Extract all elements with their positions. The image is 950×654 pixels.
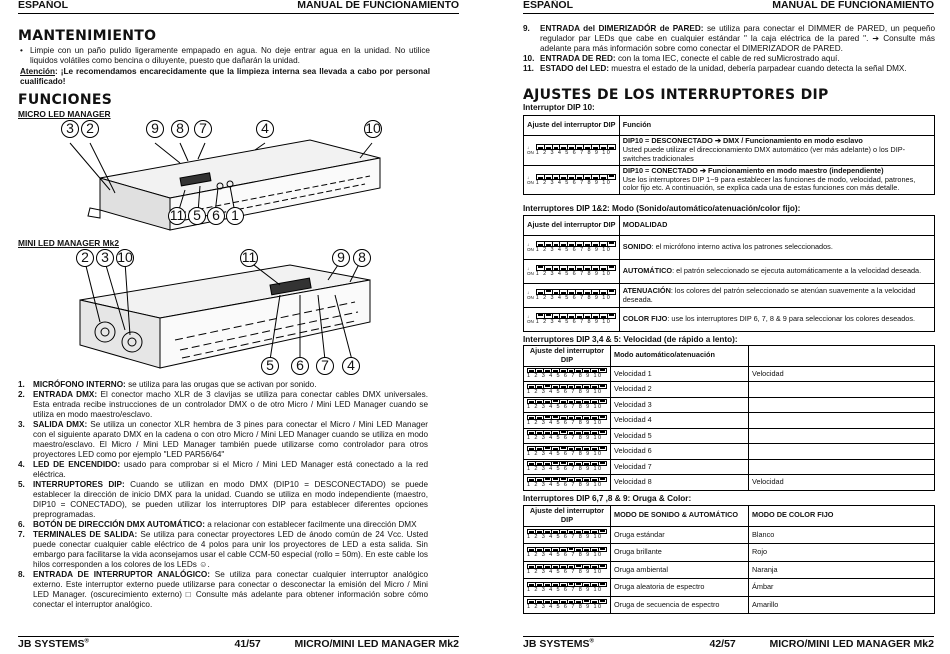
table-header bbox=[749, 346, 935, 367]
table-cell bbox=[749, 413, 935, 429]
table-cell: AUTOMÁTICO: el patrón seleccionado se ejecuta automáticamente a la velocidad deseada. bbox=[619, 260, 934, 284]
micro-callout-5: 5 bbox=[188, 207, 206, 225]
functions-list-left bbox=[18, 380, 428, 610]
table-cell: Amarillo bbox=[749, 596, 935, 614]
dip-switch-graphic: 1 2 3 4 5 6 7 8 9 10 bbox=[536, 174, 616, 187]
micro-callout-6: 6 bbox=[207, 207, 225, 225]
list-item: 11. ESTADO del LED: muestra el estado de la unidad, debería parpadear cuando detecta la señal DMX. bbox=[523, 64, 907, 73]
table-header: Modo automático/atenuación bbox=[611, 346, 749, 367]
dip-switch-cell: ↓ ON 1 2 3 4 5 6 7 8 9 10 bbox=[524, 284, 620, 308]
footer-title: MICRO/MINI LED MANAGER Mk2 bbox=[769, 638, 934, 651]
footer-page-number: 41/57 bbox=[234, 638, 261, 651]
list-item: 5. INTERRUPTORES DIP: Cuando se utilizan en modo DMX (DIP10 = DESCONECTADO) se puede establecer la dirección de inicio DMX para la unidad. Cuando se utiliza en modo independiente (maestro, DIP10 = CONECTADO), se pueden utilizar los interruptores DIP para establecer diferentes opciones preprogramadas. bbox=[18, 480, 428, 519]
mini-led-manager-illustration bbox=[70, 250, 390, 375]
dip345-caption: Interruptores DIP 3,4 & 5: Velocidad (de rápido a lento): bbox=[523, 335, 738, 344]
right-page bbox=[475, 0, 950, 654]
ajustes-title: AJUSTES DE LOS INTERRUPTORES DIP bbox=[523, 87, 829, 103]
micro-callout-10: 10 bbox=[365, 120, 381, 137]
table-cell: Oruga ambiental bbox=[611, 561, 749, 579]
table-cell bbox=[749, 382, 935, 398]
table-cell bbox=[749, 459, 935, 475]
page-footer bbox=[523, 636, 934, 652]
table-cell bbox=[749, 444, 935, 460]
header-manual: MANUAL DE FUNCIONAMIENTO bbox=[297, 0, 459, 12]
dip10-caption: Interruptor DIP 10: bbox=[523, 103, 595, 112]
footer-brand: JB SYSTEMS® bbox=[18, 638, 89, 651]
list-item: 6. BOTÓN DE DIRECCIÓN DMX AUTOMÁTICO: a relacionar con establecer facilmente una dirección DMX bbox=[18, 520, 417, 529]
mini-led-manager-label: MINI LED MANAGER Mk2 bbox=[18, 238, 119, 248]
table-cell: Oruga brillante bbox=[611, 544, 749, 562]
micro-callout-2: 2 bbox=[81, 120, 99, 138]
table-cell: Velocidad 6 bbox=[611, 444, 749, 460]
dip12-table bbox=[523, 215, 935, 332]
table-cell: DIP10 = CONECTADO ➔ Funcionamiento en modo maestro (independiente) Use los interruptores DIP 1~9 para establecer las funciones de modo, velocidad, patrones, color fijo etc. A continuación, se explica cada una de estas funciones con más detalle. bbox=[619, 165, 934, 195]
table-cell: Velocidad 1 bbox=[611, 366, 749, 382]
table-cell bbox=[749, 428, 935, 444]
table-cell: Velocidad 3 bbox=[611, 397, 749, 413]
dip345-table: Ajuste del interruptor DIP Modo automático/atenuación 1 2 3 4 5 6 7 8 9 10 Velocidad 1 Velocidad 1 2 3 4 5 6 7 8 9 10 Velocidad 2 1 2 3 4 5 6 7 8 9 10 Velocidad 3 1 2 3 4 5 6 7 8 9 10 Velocidad 4 1 2 3 4 5 6 7 8 9 10 Velocidad 5 1 2 3 4 5 6 7 8 9 10 Velocidad 6 1 2 3 4 5 6 7 8 9 10 Velocidad 7 1 2 3 4 5 6 7 8 9 10 Velocidad 8 Velocidad bbox=[523, 345, 935, 491]
mini-callout-10: 10 bbox=[117, 249, 133, 266]
dip-switch-cell: ↓ ON 1 2 3 4 5 6 7 8 9 10 bbox=[524, 136, 620, 166]
atencion-label: Atención bbox=[20, 67, 56, 76]
atencion-text: : ¡Le recomendamos encarecidamente que la limpieza interna sea llevada a cabo por personal cualificado! bbox=[20, 67, 430, 86]
footer-page-number: 42/57 bbox=[709, 638, 736, 651]
list-item: 8. ENTRADA DE INTERRUPTOR ANALÓGICO: Se utiliza para conectar cualquier interruptor analógico externo. Este interruptor externo puede utilizarse para conectar o desconectar la emisión del Micro / Mini LED Manager. (oscurecimiento externo) □ Consulte más adelante para obtener información sobre cómo conectar el interruptor analógico. bbox=[18, 570, 429, 609]
dip6789-table: Ajuste del interruptor DIP MODO DE SONIDO & AUTOMÁTICO MODO DE COLOR FIJO 1 2 3 4 5 6 7 8 9 10 Oruga estándar Blanco 1 2 3 4 5 6 7 8 9 10 Oruga brillante Rojo 1 2 3 4 5 6 7 8 9 10 Oruga ambiental Naranja 1 2 3 4 5 6 7 8 9 10 Oruga aleatoria de espectro Ámbar 1 2 3 4 5 6 7 8 9 10 Oruga de secuencia de espectro Amarillo bbox=[523, 505, 935, 614]
footer-brand: JB SYSTEMS® bbox=[523, 638, 594, 651]
atencion-note bbox=[20, 67, 430, 87]
table-cell: COLOR FIJO: use los interruptores DIP 6, 7, 8 & 9 para seleccionar los colores deseados. bbox=[619, 308, 934, 332]
list-item: 10. ENTRADA DE RED: con la toma IEC, conecte el cable de red suMicrostrado aquí. bbox=[523, 54, 840, 63]
table-cell: Velocidad 8 bbox=[611, 475, 749, 491]
list-item: 9. ENTRADA del DIMERIZADÓR de PARED: se utiliza para conectar el DIMMER de PARED, un pequeño regulador par LEDs que cabe en cualquier estándar " la caja eléctrica de la pared ". ➔ Consulte más adelante para más información sobre como conectar el DIMERIZADOR de PARED. bbox=[523, 24, 936, 53]
table-cell: Velocidad bbox=[749, 366, 935, 382]
table-header: MODO DE COLOR FIJO bbox=[749, 506, 935, 527]
table-cell: Oruga estándar bbox=[611, 526, 749, 544]
mantenimiento-title: MANTENIMIENTO bbox=[18, 28, 157, 44]
table-header: Función bbox=[619, 116, 934, 136]
table-cell: ATENUACIÓN: los colores del patrón seleccionado se atenúan suavemente a la velocidad deseada. bbox=[619, 284, 934, 308]
micro-led-manager-label: MICRO LED MANAGER bbox=[18, 109, 111, 119]
table-cell: Rojo bbox=[749, 544, 935, 562]
dip-switch-cell: ↓ ON 1 2 3 4 5 6 7 8 9 10 bbox=[524, 308, 620, 332]
mini-callout-8: 8 bbox=[353, 249, 371, 267]
table-cell: Blanco bbox=[749, 526, 935, 544]
mini-callout-7: 7 bbox=[316, 357, 334, 375]
list-item: 4. LED DE ENCENDIDO: usado para comprobar si el Micro / Mini LED Manager está conectado a la red eléctrica. bbox=[18, 460, 429, 479]
header-language: ESPAÑOL bbox=[523, 0, 573, 12]
micro-callout-7: 7 bbox=[194, 120, 212, 138]
funciones-title: FUNCIONES bbox=[18, 92, 113, 108]
table-cell: Naranja bbox=[749, 561, 935, 579]
table-header: MODO DE SONIDO & AUTOMÁTICO bbox=[611, 506, 749, 527]
dip-switch-cell: ↓ ON 1 2 3 4 5 6 7 8 9 10 bbox=[524, 236, 620, 260]
table-cell: Velocidad 5 bbox=[611, 428, 749, 444]
micro-callout-9: 9 bbox=[146, 120, 164, 138]
table-cell: DIP10 = DESCONECTADO ➔ DMX / Funcionamiento en modo esclavo Usted puede utilizar el direccionamiento DMX automático (ver más adelante) o los DIP-switches tradicionales bbox=[619, 136, 934, 166]
table-header: Ajuste del interruptor DIP bbox=[524, 346, 611, 367]
table-cell: SONIDO: el micrófono interno activa los patrones seleccionados. bbox=[619, 236, 934, 260]
list-item: 2. ENTRADA DMX: El conector macho XLR de 3 clavijas se utiliza para conectar cables DMX universales. Esta entrada recibe instrucciones de un controlador DMX o de otro Micro / Mini LED Manager cuando se utiliza en modo maestro/esclavo. bbox=[18, 390, 428, 419]
page-footer bbox=[18, 636, 459, 652]
dip6789-caption: Interruptores DIP 6,7 ,8 & 9: Oruga & Color: bbox=[523, 494, 692, 503]
table-cell bbox=[749, 397, 935, 413]
table-cell: Oruga aleatoria de espectro bbox=[611, 579, 749, 597]
micro-callout-1: 1 bbox=[226, 207, 244, 225]
table-cell: Velocidad bbox=[749, 475, 935, 491]
table-cell: Oruga de secuencia de espectro bbox=[611, 596, 749, 614]
functions-list-right bbox=[523, 24, 935, 74]
table-header: MODALIDAD bbox=[619, 216, 934, 236]
micro-callout-3: 3 bbox=[61, 120, 79, 138]
page-header bbox=[18, 0, 459, 14]
table-header: Ajuste del interruptor DIP bbox=[524, 116, 620, 136]
mantenimiento-bullet: • Limpie con un paño pulido ligeramente empapado en agua. No deje entrar agua en la unidad. No utilice liquidos volátiles como bencina o diluyente, puesto que dañarán la unidad. bbox=[20, 46, 430, 66]
dip-switch-cell: ↓ ON 1 2 3 4 5 6 7 8 9 10 bbox=[524, 260, 620, 284]
mini-callout-11: 11 bbox=[241, 249, 257, 266]
header-manual: MANUAL DE FUNCIONAMIENTO bbox=[772, 0, 934, 12]
dip-switch-cell: ↓ ON 1 2 3 4 5 6 7 8 9 10 bbox=[524, 165, 620, 195]
mini-callout-5: 5 bbox=[261, 357, 279, 375]
list-item: 3. SALIDA DMX: Se utiliza un conector XLR hembra de 3 pines para conectar el Micro / Mini LED Manager con el siguiente aparato DMX en la cadena o con otro Micro / Mini LED Manager cuando se utiliza en modo maestro/esclavo. El Micro / Mini LED Manager también puede utilizarse como controlador para otros proyectores LED como por ejemplo "LED PAR56/64" bbox=[18, 420, 428, 459]
header-language: ESPAÑOL bbox=[18, 0, 68, 12]
dip-switch-graphic: 1 2 3 4 5 6 7 8 9 10 bbox=[536, 144, 616, 157]
mini-callout-4: 4 bbox=[342, 357, 360, 375]
table-header: Ajuste del interruptor DIP bbox=[524, 506, 611, 527]
table-cell: Velocidad 4 bbox=[611, 413, 749, 429]
list-item: 7. TERMINALES DE SALIDA: Se utiliza para conectar proyectores LED de ánodo común de 24 Vcc. Usted puede conectar cualquier cable eléctrico de 4 polos para unir los proyectores de LED a esta salida. Sin embargo para facilitarse la vida aconsejamos usar el cable CCM-50 especial (rollo = 50m). En este cable los hilos corresponden a los colores de los LEDs ☺. bbox=[18, 530, 428, 569]
page-header bbox=[523, 0, 934, 14]
table-cell: Velocidad 7 bbox=[611, 459, 749, 475]
mini-callout-9: 9 bbox=[332, 249, 350, 267]
mantenimiento-list bbox=[20, 46, 430, 66]
micro-callout-4: 4 bbox=[256, 120, 274, 138]
mini-callout-3: 3 bbox=[96, 249, 114, 267]
mini-callout-6: 6 bbox=[291, 357, 309, 375]
micro-callout-8: 8 bbox=[171, 120, 189, 138]
table-header: Ajuste del interruptor DIP bbox=[524, 216, 620, 236]
dip10-table bbox=[523, 115, 935, 195]
dip12-caption: Interruptores DIP 1&2: Modo (Sonido/automático/atenuación/color fijo): bbox=[523, 204, 801, 213]
list-item: 1. MICRÓFONO INTERNO: se utiliza para las orugas que se activan por sonido. bbox=[18, 380, 317, 389]
table-cell: Velocidad 2 bbox=[611, 382, 749, 398]
micro-callout-11: 11 bbox=[169, 207, 185, 224]
footer-title: MICRO/MINI LED MANAGER Mk2 bbox=[294, 638, 459, 651]
mini-callout-2: 2 bbox=[76, 249, 94, 267]
table-cell: Ámbar bbox=[749, 579, 935, 597]
